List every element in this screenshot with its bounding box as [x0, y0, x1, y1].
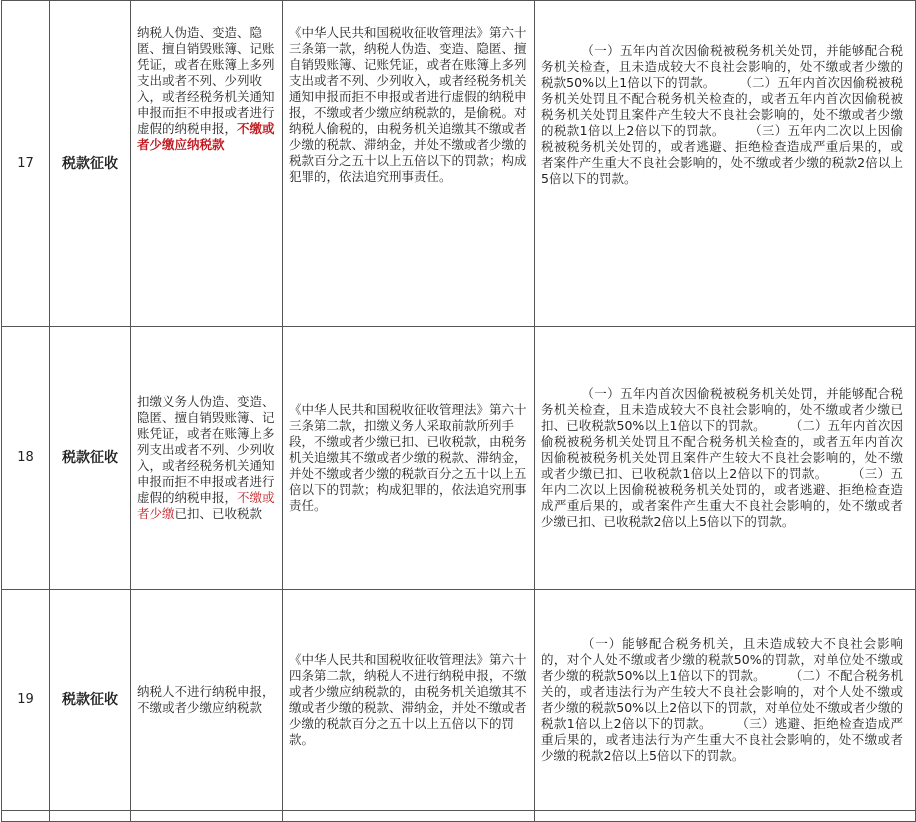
row-number: 17 [2, 1, 50, 327]
empty-cell [131, 811, 283, 822]
penalty-item-1: （一）五年内首次因偷税被税务机关处罚，并能够配合税务机关检查，且未造成较大不良社会影响的，处不缴或者少缴已扣、已收税款50%以上1倍以下的罚款。 [541, 386, 903, 433]
violation-text: 纳税人不进行纳税申报，不缴或者少缴应纳税款 [137, 684, 275, 715]
legal-basis: 《中华人民共和国税收征收管理法》第六十三条第二款，扣缴义务人采取前款所列手段，不缴或者少缴已扣、已收税款，由税务机关追缴其不缴或者少缴的税款、滞纳金，并处不缴或者少缴的税款百分之五十以上五倍以下的罚款；构成犯罪的，依法追究刑事责任。 [283, 327, 535, 590]
violation-description [131, 590, 283, 811]
violation-highlight: 不缴或者少缴 [137, 490, 275, 521]
empty-cell [2, 811, 50, 822]
row-category: 税款征收 [50, 590, 131, 811]
empty-cell [50, 811, 131, 822]
violation-text: 扣缴义务人伪造、变造、隐匿、擅自销毁账簿、记账凭证，或者在账簿上多列支出或者不列、少列收入，或者经税务机关通知申报而拒不申报或者进行虚假的纳税申报， [137, 394, 275, 505]
row-number: 19 [2, 590, 50, 811]
empty-cell [283, 811, 535, 822]
penalty-standard [535, 590, 916, 811]
empty-cell [535, 811, 916, 822]
row-category: 税款征收 [50, 327, 131, 590]
violation-description [131, 1, 283, 327]
table-row [2, 811, 916, 822]
legal-basis: 《中华人民共和国税收征收管理法》第六十四条第二款，纳税人不进行纳税申报，不缴或者少缴应纳税款的，由税务机关追缴其不缴或者少缴的税款、滞纳金，并处不缴或者少缴的税款百分之五十以上五倍以下的罚款。 [283, 590, 535, 811]
table-row [2, 327, 916, 590]
penalty-item-2: （二）五年内首次因偷税被税务机关处罚且不配合税务机关检查的，或者五年内首次因偷税被税务机关处罚且案件产生较大不良社会影响的，处不缴或者少缴已扣、已收税款1倍以上2倍以下的罚款。 [541, 418, 903, 481]
table-row [2, 1, 916, 327]
legal-basis: 《中华人民共和国税收征收管理法》第六十三条第一款，纳税人伪造、变造、隐匿、擅自销毁账簿、记账凭证，或者在账簿上多列支出或者不列、少列收入，或者经税务机关通知申报而拒不申报或者进行虚假的纳税申报，不缴或者少缴应纳税款的，是偷税。对纳税人偷税的，由税务机关追缴其不缴或者少缴的税款、滞纳金，并处不缴或者少缴的税款百分之五十以上五倍以下的罚款；构成犯罪的，依法追究刑事责任。 [283, 1, 535, 327]
row-category: 税款征收 [50, 1, 131, 327]
penalty-standard [535, 327, 916, 590]
penalty-item-2: （二）不配合税务机关的，或者违法行为产生较大不良社会影响的，对个人处不缴或者少缴的税款50%以上2倍以下的罚款，对单位处不缴或者少缴的税款1倍以上2倍以下的罚款。 [541, 668, 903, 731]
penalty-standard [535, 1, 916, 327]
table-row [2, 590, 916, 811]
penalty-item-2: （二）五年内首次因偷税被税务机关处罚且不配合税务机关检查的，或者五年内首次因偷税被税务机关处罚且案件产生较大不良社会影响的，处不缴或者少缴的税款1倍以上2倍以下的罚款。 [541, 75, 903, 138]
penalty-item-1: （一）五年内首次因偷税被税务机关处罚，并能够配合税务机关检查，且未造成较大不良社会影响的，处不缴或者少缴的税款50%以上1倍以下的罚款。 [541, 43, 903, 90]
penalty-item-3: （三）逃避、拒绝检查造成严重后果的，或者违法行为产生重大不良社会影响的，处不缴或者少缴的税款2倍以上5倍以下的罚款。 [541, 716, 903, 763]
violation-text: 纳税人伪造、变造、隐匿、擅自销毁账簿、记账凭证，或者在账簿上多列支出或者不列、少列收入，或者经税务机关通知申报而拒不申报或者进行虚假的纳税申报， [137, 25, 275, 136]
row-number: 18 [2, 327, 50, 590]
tax-penalty-table [1, 0, 916, 822]
violation-description [131, 327, 283, 590]
penalty-item-3: （三）五年内二次以上因偷税被税务机关处罚的，或者逃避、拒绝检查造成严重后果的，或者案件产生重大不良社会影响的，处不缴或者少缴的税款2倍以上5倍以下的罚款。 [541, 123, 903, 186]
penalty-item-1: （一）能够配合税务机关，且未造成较大不良社会影响的，对个人处不缴或者少缴的税款50%的罚款，对单位处不缴或者少缴的税款50%以上1倍以下的罚款。 [541, 636, 903, 683]
penalty-item-3: （三）五年内二次以上因偷税被税务机关处罚的，或者逃避、拒绝检查造成严重后果的，或者案件产生重大不良社会影响的，处不缴或者少缴已扣、已收税款2倍以上5倍以下的罚款。 [541, 466, 903, 529]
violation-tail: 已扣、已收税款 [174, 506, 263, 521]
violation-highlight: 不缴或者少缴应纳税款 [137, 121, 275, 152]
